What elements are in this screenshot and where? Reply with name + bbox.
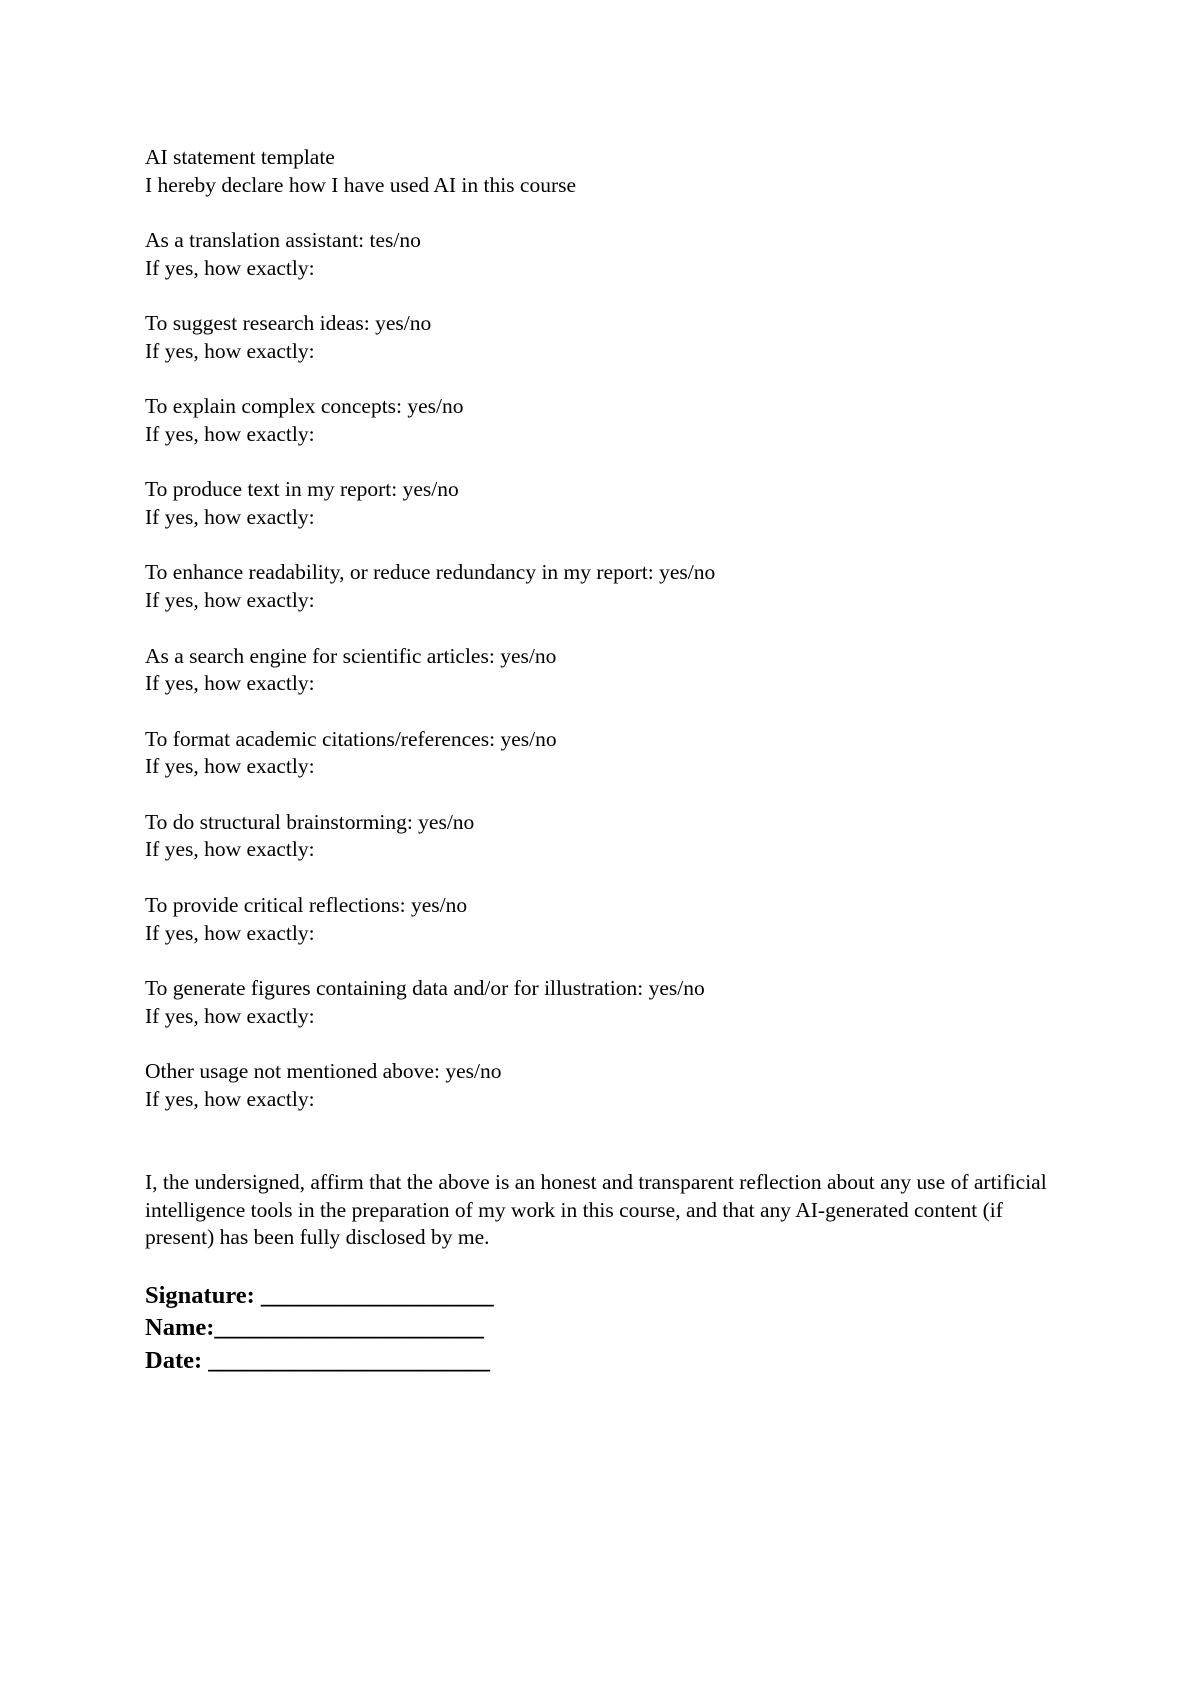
question-item — [145, 559, 1075, 614]
question-text: To explain complex concepts: yes/no — [145, 394, 464, 419]
question-text: To suggest research ideas: yes/no — [145, 311, 432, 336]
affirmation-paragraph: I, the undersigned, affirm that the above is an honest and transparent reflection about any use of artificial intelligence tools in the preparation of my work in this course, and that any AI-generated content (if present) has been fully disclosed by me. — [145, 1169, 1047, 1250]
question-item — [145, 892, 1075, 947]
spacer — [145, 1030, 1075, 1058]
question-text: Other usage not mentioned above: yes/no — [145, 1059, 502, 1084]
question-text: To do structural brainstorming: yes/no — [145, 809, 475, 834]
spacer — [145, 449, 1075, 477]
question-item — [145, 227, 1075, 282]
question-item — [145, 643, 1075, 698]
question-text: As a translation assistant: tes/no — [145, 228, 421, 253]
document-body — [145, 144, 1075, 1377]
spacer — [145, 199, 1075, 227]
spacer — [145, 283, 1075, 311]
spacer — [145, 615, 1075, 643]
question-followup: If yes, how exactly: — [145, 837, 315, 862]
date-line: Date: _______________________ — [145, 1346, 491, 1374]
document-intro: I hereby declare how I have used AI in this course — [145, 172, 577, 197]
question-text: To enhance readability, or reduce redundancy in my report: yes/no — [145, 560, 716, 585]
question-followup: If yes, how exactly: — [145, 588, 315, 613]
question-item — [145, 393, 1075, 448]
question-item — [145, 975, 1075, 1030]
question-text: To provide critical reflections: yes/no — [145, 892, 468, 917]
spacer — [145, 366, 1075, 394]
spacer — [145, 698, 1075, 726]
document-title: AI statement template — [145, 145, 335, 169]
question-followup: If yes, how exactly: — [145, 920, 315, 945]
question-item — [145, 726, 1075, 781]
question-item — [145, 809, 1075, 864]
spacer — [145, 532, 1075, 560]
question-followup: If yes, how exactly: — [145, 505, 315, 530]
question-item — [145, 476, 1075, 531]
name-line: Name:______________________ — [145, 1314, 484, 1342]
question-text: To format academic citations/references: yes/no — [145, 726, 557, 751]
question-followup: If yes, how exactly: — [145, 671, 315, 696]
question-text: As a search engine for scientific articles: yes/no — [145, 643, 557, 668]
question-followup: If yes, how exactly: — [145, 421, 315, 446]
question-item — [145, 1058, 1075, 1113]
spacer — [145, 1113, 1075, 1168]
question-followup: If yes, how exactly: — [145, 1086, 315, 1111]
question-followup: If yes, how exactly: — [145, 754, 315, 779]
signature-block — [145, 1280, 1075, 1378]
question-text: To generate figures containing data and/or for illustration: yes/no — [145, 975, 705, 1000]
question-followup: If yes, how exactly: — [145, 1003, 315, 1028]
spacer — [145, 864, 1075, 892]
spacer — [145, 947, 1075, 975]
question-text: To produce text in my report: yes/no — [145, 477, 459, 502]
question-item — [145, 310, 1075, 365]
question-followup: If yes, how exactly: — [145, 255, 315, 280]
signature-line: Signature: ___________________ — [145, 1281, 494, 1309]
question-followup: If yes, how exactly: — [145, 338, 315, 363]
spacer — [145, 781, 1075, 809]
